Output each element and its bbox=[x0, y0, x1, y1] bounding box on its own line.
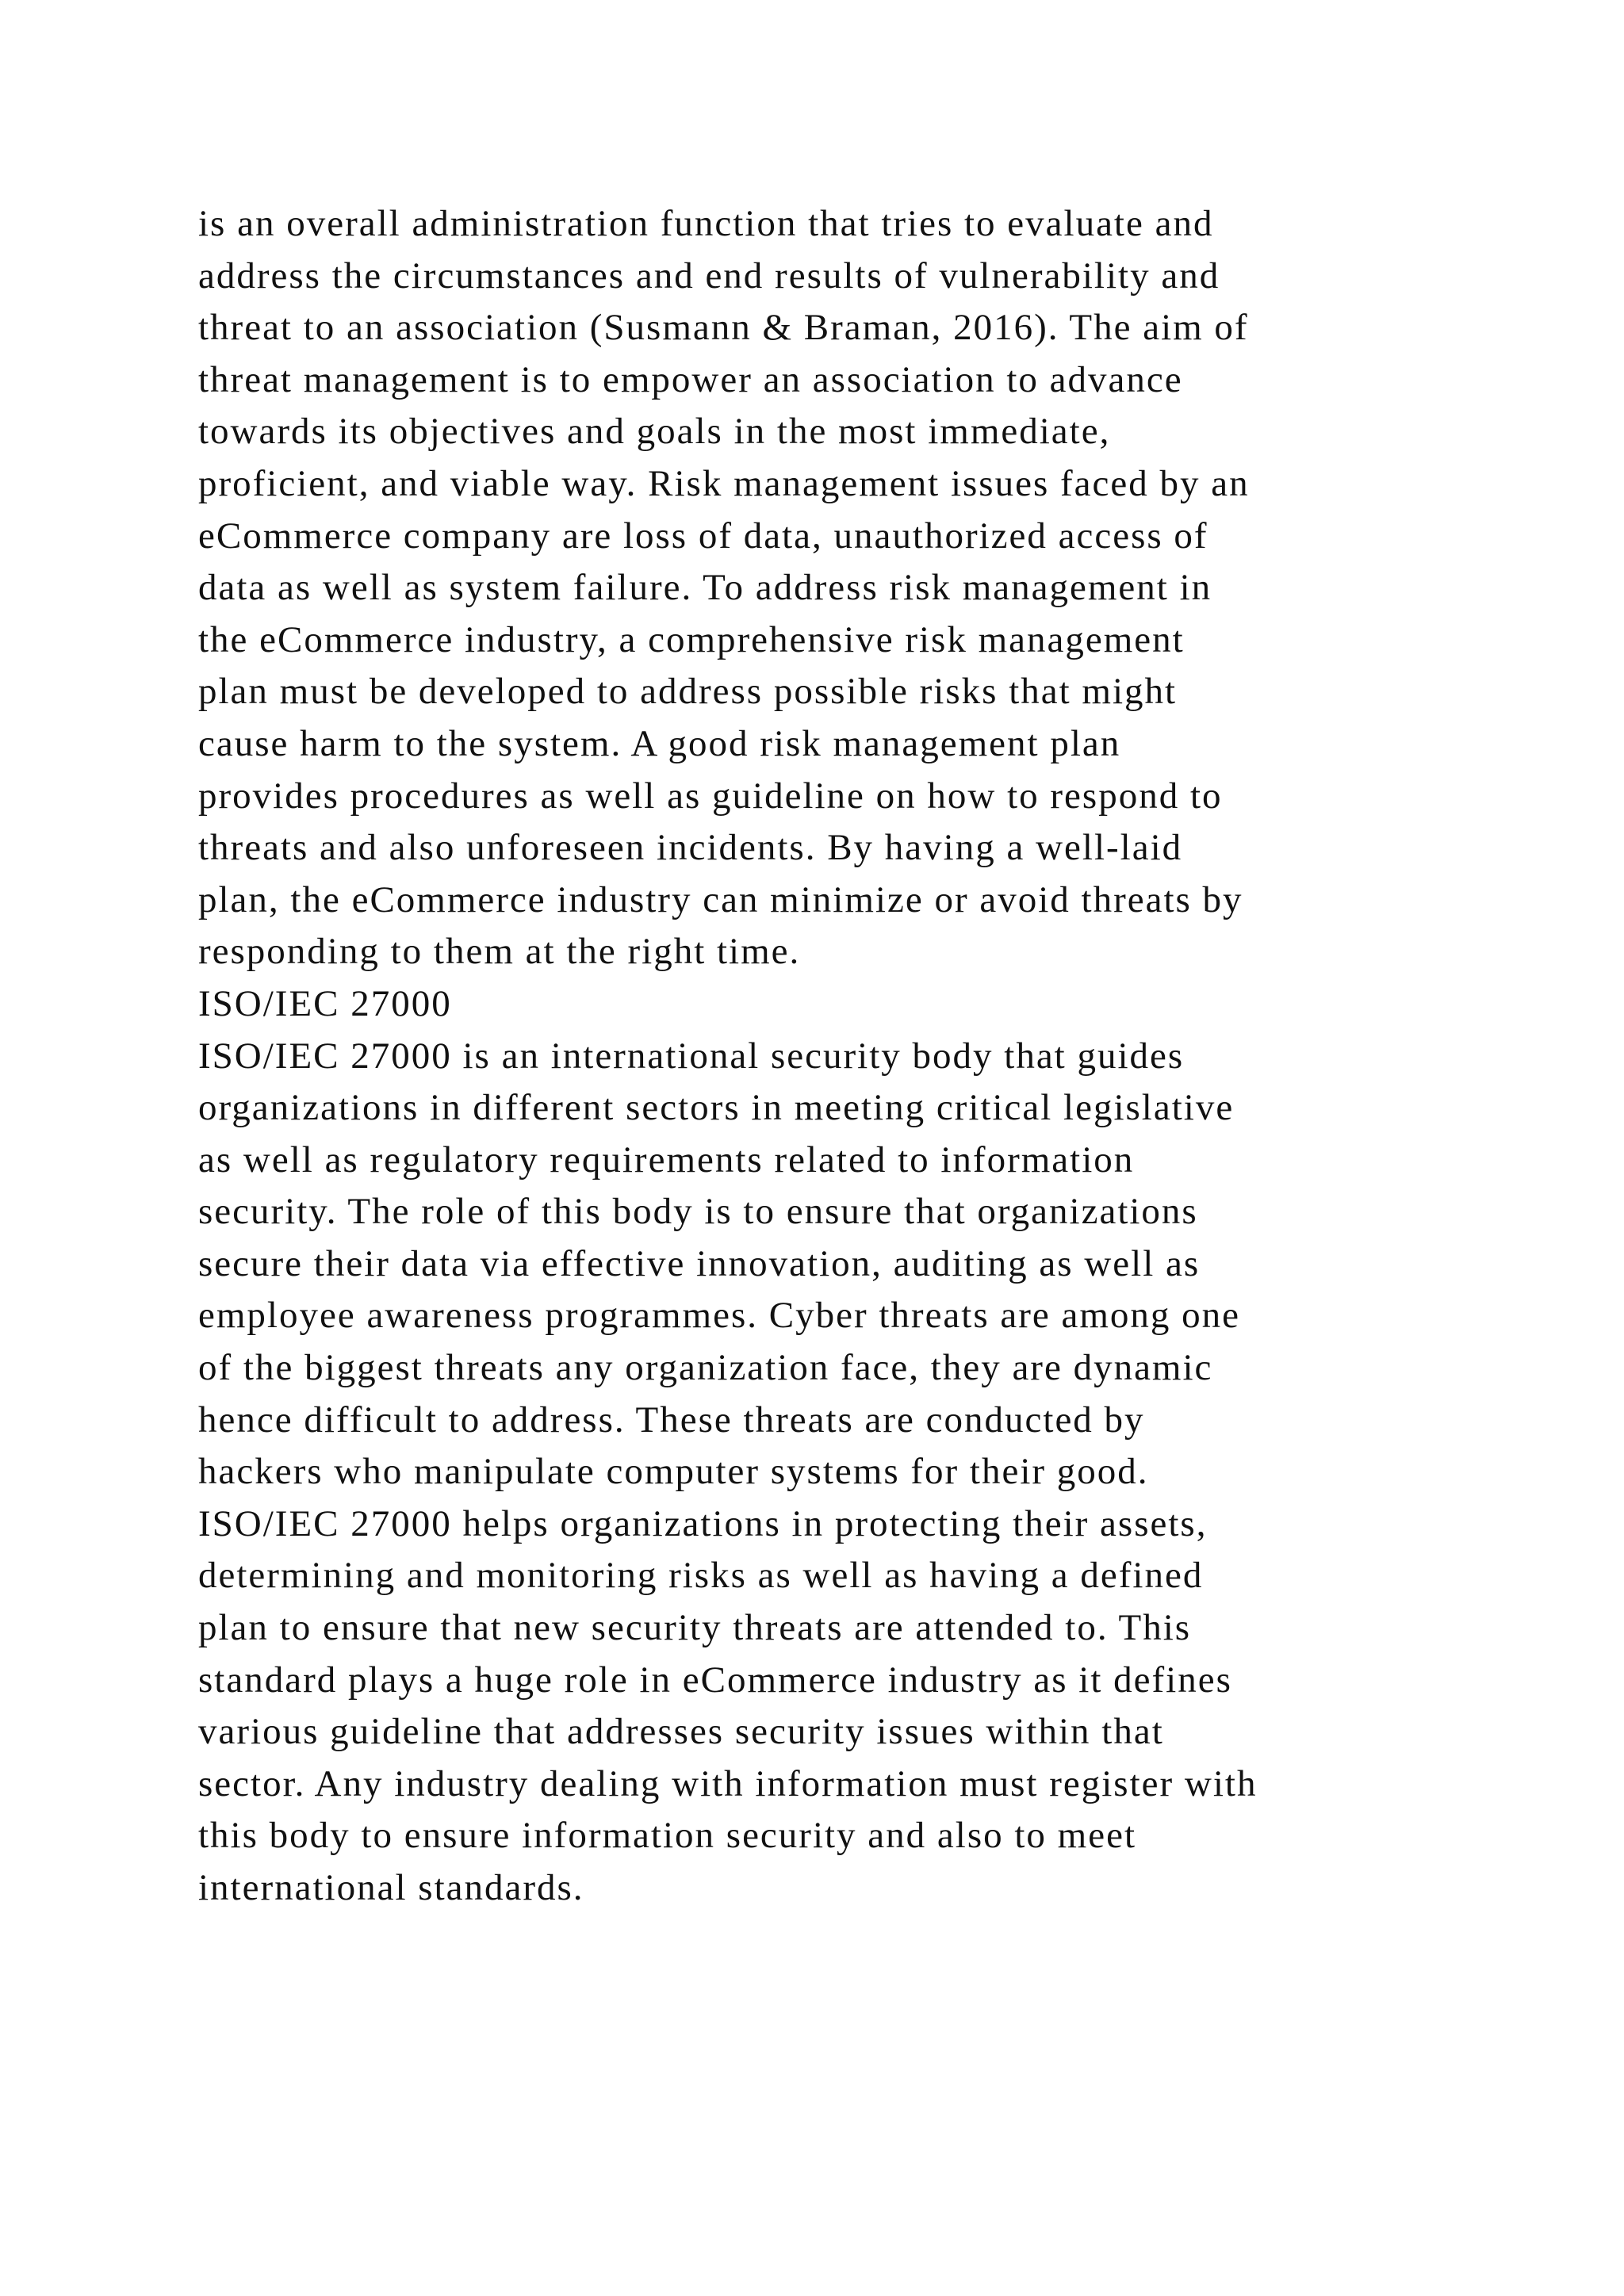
text-line: determining and monitoring risks as well as having a defined bbox=[198, 1555, 1204, 1597]
text-line: as well as regulatory requirements related to information bbox=[198, 1138, 1135, 1181]
text-line: towards its objectives and goals in the most immediate, bbox=[198, 411, 1111, 453]
text-line: responding to them at the right time. bbox=[198, 931, 801, 973]
text-line: security. The role of this body is to ensure that organizations bbox=[198, 1191, 1198, 1233]
text-line: organizations in different sectors in meeting critical legislative bbox=[198, 1087, 1235, 1129]
text-line: threats and also unforeseen incidents. By having a well-laid bbox=[198, 827, 1183, 869]
text-line: threat management is to empower an association to advance bbox=[198, 358, 1183, 400]
text-line: international standards. bbox=[198, 1867, 584, 1908]
text-line: this body to ensure information security and also to meet bbox=[198, 1815, 1137, 1857]
text-line: hence difficult to address. These threats are conducted by bbox=[198, 1399, 1145, 1441]
text-line: of the biggest threats any organization face, they are dynamic bbox=[198, 1347, 1213, 1389]
text-line: secure their data via effective innovation, auditing as well as bbox=[198, 1242, 1201, 1284]
text-line: threat to an association (Susmann & Braman, 2016). The aim of bbox=[198, 307, 1249, 349]
text-line: plan, the eCommerce industry can minimize or avoid threats by bbox=[198, 878, 1243, 920]
text-line: ISO/IEC 27000 is an international security body that guides bbox=[198, 1035, 1185, 1077]
text-line: standard plays a huge role in eCommerce industry as it defines bbox=[198, 1659, 1232, 1701]
text-line: address the circumstances and end results of vulnerability and bbox=[198, 254, 1220, 297]
text-line: ISO/IEC 27000 helps organizations in protecting their assets, bbox=[198, 1502, 1208, 1544]
text-line: data as well as system failure. To address risk management in bbox=[198, 567, 1212, 609]
text-line: cause harm to the system. A good risk management plan bbox=[198, 722, 1121, 764]
text-line: various guideline that addresses security issues within that bbox=[198, 1711, 1164, 1753]
body-text bbox=[198, 198, 1546, 1915]
text-line: proficient, and viable way. Risk management issues faced by an bbox=[198, 462, 1250, 504]
text-line: eCommerce company are loss of data, unauthorized access of bbox=[198, 515, 1208, 557]
text-line: is an overall administration function that tries to evaluate and bbox=[198, 203, 1214, 244]
text-line: hackers who manipulate computer systems for their good. bbox=[198, 1451, 1149, 1493]
text-line: sector. Any industry dealing with information must register with bbox=[198, 1762, 1258, 1804]
text-line: plan must be developed to address possible risks that might bbox=[198, 671, 1178, 713]
section-heading: ISO/IEC 27000 bbox=[198, 982, 452, 1024]
text-line: employee awareness programmes. Cyber threats are among one bbox=[198, 1295, 1241, 1337]
text-line: the eCommerce industry, a comprehensive risk management bbox=[198, 618, 1185, 660]
text-line: provides procedures as well as guideline on how to respond to bbox=[198, 775, 1223, 817]
text-line: plan to ensure that new security threats are attended to. This bbox=[198, 1607, 1192, 1649]
